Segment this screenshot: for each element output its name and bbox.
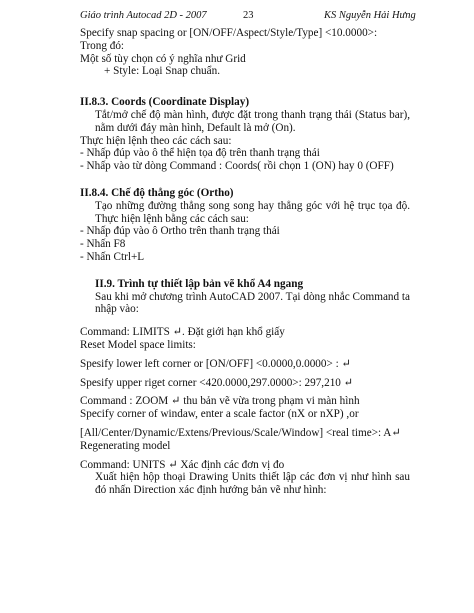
body-line: Trong đó: bbox=[80, 39, 125, 52]
body-line: Regenerating model bbox=[80, 439, 171, 452]
body-line: Command: LIMITS ↵. Đặt giới hạn khổ giấy bbox=[80, 326, 285, 339]
section-heading: II.9. Trình tự thiết lập bản vẽ khổ A4 ngang bbox=[95, 277, 304, 290]
body-line: - Nhấp đúp vào ô thể hiện tọa độ trên thanh trạng thái bbox=[80, 147, 320, 160]
header-author: KS Nguyễn Hải Hưng bbox=[324, 10, 416, 21]
document-body bbox=[80, 27, 410, 497]
body-line: - Nhấp vào từ dòng Command : Coords( rồi chọn 1 (ON) hay 0 (OFF) bbox=[80, 160, 394, 173]
body-line: Tạo những đường thẳng song song hay thẳng góc với hệ trục tọa độ. Thực hiện lệnh bằng các cách sau: bbox=[95, 199, 410, 225]
body-line: [All/Center/Dynamic/Extens/Previous/Scale/Window] <real time>: A↵ bbox=[80, 426, 401, 439]
section-heading: II.8.4. Chế độ thẳng góc (Ortho) bbox=[80, 186, 234, 199]
body-line: Spesify lower left corner or [ON/OFF] <0.0000,0.0000> : ↵ bbox=[80, 357, 351, 370]
body-line: Thực hiện lệnh theo các cách sau: bbox=[80, 134, 232, 147]
body-line: Reset Model space limits: bbox=[80, 338, 196, 351]
page-number: 23 bbox=[243, 10, 254, 21]
section-heading: II.8.3. Coords (Coordinate Display) bbox=[80, 96, 250, 109]
body-line: - Nhấn F8 bbox=[80, 238, 126, 251]
body-line: Xuất hiện hộp thoại Drawing Units thiết lập các đơn vị như hình sau đó nhấn Direction xác định hướng bản vẽ như hình: bbox=[95, 471, 410, 497]
header-left-title: Giáo trình Autocad 2D - 2007 bbox=[80, 10, 207, 21]
body-line: Một số tùy chọn có ý nghĩa như Grid bbox=[80, 52, 246, 65]
body-line: Sau khi mở chương trình AutoCAD 2007. Tại dòng nhắc Command ta nhập vào: bbox=[95, 290, 410, 316]
body-line: - Nhấp đúp vào ô Ortho trên thanh trạng thái bbox=[80, 225, 280, 238]
body-line: - Nhấn Ctrl+L bbox=[80, 250, 145, 263]
body-line: Specify corner of windaw, enter a scale factor (nX or nXP) ,or bbox=[80, 408, 359, 421]
body-line: Spesify upper riget corner <420.0000,297.0000>: 297,210 ↵ bbox=[80, 376, 354, 389]
body-line: + Style: Loại Snap chuẩn. bbox=[104, 65, 220, 78]
body-line: Command : ZOOM ↵ thu bản vẽ vừa trong phạm vi màn hình bbox=[80, 395, 360, 408]
body-line: Command: UNITS ↵ Xác định các đơn vị đo bbox=[80, 458, 285, 471]
body-line: Tắt/mở chế độ màn hình, được đặt trong thanh trạng thái (Status bar), nằm dưới đáy màn hình, Default là mở (On). bbox=[95, 108, 410, 134]
body-line: Specify snap spacing or [ON/OFF/Aspect/Style/Type] <10.0000>: bbox=[80, 27, 378, 39]
